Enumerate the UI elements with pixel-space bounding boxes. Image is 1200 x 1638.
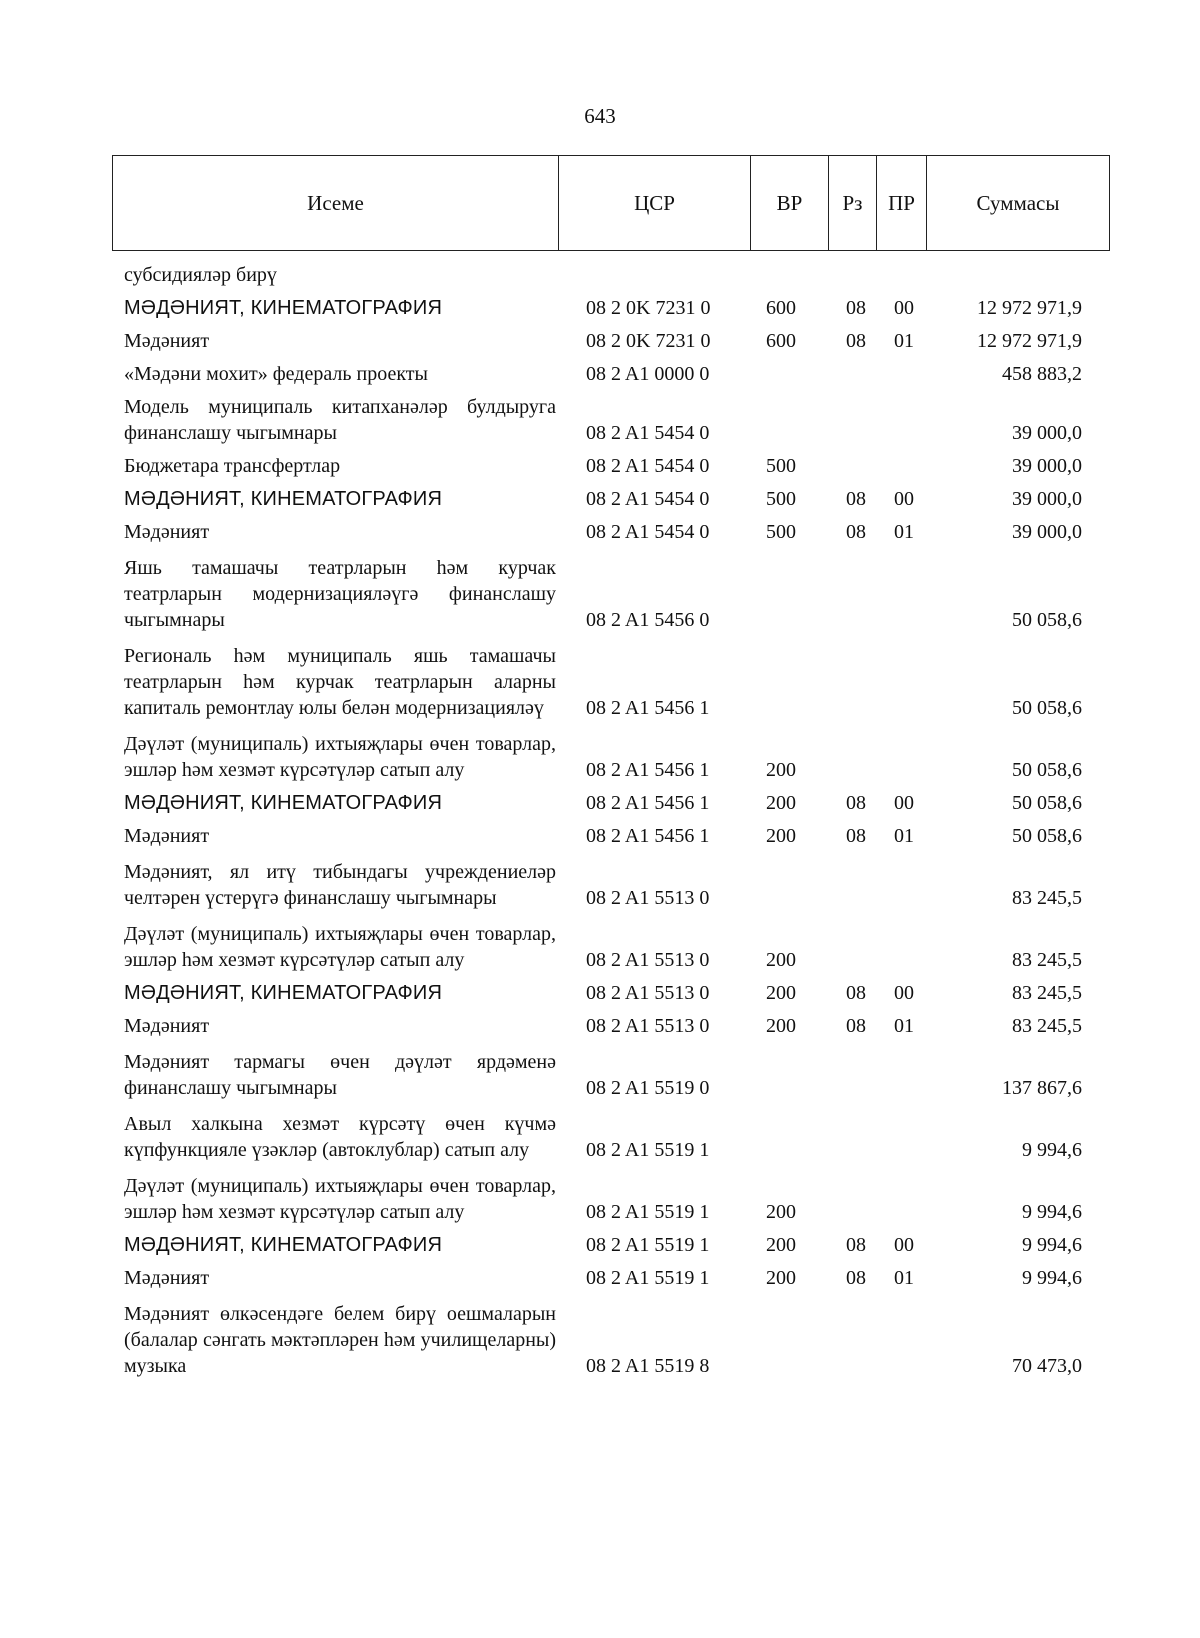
row-name: МӘДӘНИЯТ, КИНЕМАТОГРАФИЯ	[124, 297, 443, 319]
row-vr: 200	[766, 792, 796, 814]
row-pr: 01	[894, 1015, 914, 1037]
row-name: МӘДӘНИЯТ, КИНЕМАТОГРАФИЯ	[124, 488, 443, 510]
row-vr: 200	[766, 759, 796, 781]
row-rz: 08	[846, 488, 866, 510]
row-name: МӘДӘНИЯТ, КИНЕМАТОГРАФИЯ	[124, 982, 443, 1004]
row-rz: 08	[846, 982, 866, 1004]
table-row	[124, 1013, 1110, 1039]
row-sum: 50 058,6	[1012, 792, 1082, 814]
row-name: Бюджетара трансфертлар	[124, 455, 341, 477]
row-vr: 200	[766, 982, 796, 1004]
row-sum: 50 058,6	[1012, 609, 1082, 631]
row-rz: 08	[846, 825, 866, 847]
row-name: Мәдәният	[124, 521, 210, 543]
row-sum: 9 994,6	[1022, 1267, 1082, 1289]
table-row	[124, 921, 1110, 973]
row-pr: 00	[894, 1234, 914, 1256]
row-sum: 50 058,6	[1012, 759, 1082, 781]
table-row	[124, 1301, 1110, 1379]
row-vr: 200	[766, 1015, 796, 1037]
table-row	[124, 1232, 1110, 1258]
header-code: ЦСР	[559, 156, 751, 250]
table-row	[124, 980, 1110, 1006]
row-name: Мәдәният	[124, 330, 210, 352]
row-vr: 200	[766, 825, 796, 847]
row-vr: 200	[766, 1234, 796, 1256]
row-vr: 500	[766, 488, 796, 510]
row-sum: 39 000,0	[1012, 455, 1082, 477]
row-name: Дәүләт (муниципаль) ихтыяҗлары өчен товарлар, эшләр һәм хезмәт күрсәтүләр сатып алу	[124, 733, 556, 781]
row-code: 08 2 0K 7231 0	[586, 330, 711, 352]
row-code: 08 2 A1 5513 0	[586, 982, 710, 1004]
table-row	[124, 790, 1110, 816]
row-sum: 39 000,0	[1012, 488, 1082, 510]
row-rz: 08	[846, 1234, 866, 1256]
row-code: 08 2 A1 5456 1	[586, 759, 710, 781]
table-body	[124, 255, 1110, 1379]
page-number: 643	[584, 104, 616, 128]
row-name: Мәдәният тармагы өчен дәүләт ярдәменә финанслашу чыгымнары	[124, 1051, 556, 1099]
row-name: Мәдәният	[124, 825, 210, 847]
row-rz: 08	[846, 1267, 866, 1289]
table-row	[124, 1265, 1110, 1291]
row-code: 08 2 A1 5454 0	[586, 488, 710, 510]
row-code: 08 2 A1 5513 0	[586, 1015, 710, 1037]
row-pr: 00	[894, 982, 914, 1004]
row-pr: 00	[894, 297, 914, 319]
row-sum: 83 245,5	[1012, 949, 1082, 971]
row-sum: 83 245,5	[1012, 982, 1082, 1004]
row-vr: 500	[766, 521, 796, 543]
row-sum: 12 972 971,9	[977, 297, 1082, 319]
table-row	[124, 859, 1110, 911]
row-code: 08 2 A1 5519 1	[586, 1267, 710, 1289]
table-header	[112, 155, 1110, 251]
row-code: 08 2 A1 5454 0	[586, 521, 710, 543]
table-row	[124, 1049, 1110, 1101]
table-row	[124, 555, 1110, 633]
row-code: 08 2 A1 5519 1	[586, 1201, 710, 1223]
row-rz: 08	[846, 297, 866, 319]
header-rz: Рз	[829, 156, 877, 250]
row-name: Мәдәният, ял итү тибындагы учреждениеләр челтәрен үстерүгә финанслашу чыгымнары	[124, 861, 556, 909]
row-code: 08 2 A1 0000 0	[586, 363, 710, 385]
row-sum: 9 994,6	[1022, 1201, 1082, 1223]
row-sum: 39 000,0	[1012, 521, 1082, 543]
row-sum: 9 994,6	[1022, 1139, 1082, 1161]
table-row	[124, 486, 1110, 512]
row-sum: 50 058,6	[1012, 825, 1082, 847]
row-code: 08 2 A1 5519 0	[586, 1077, 710, 1099]
row-code: 08 2 A1 5519 1	[586, 1234, 710, 1256]
row-name: Региональ һәм муниципаль яшь тамашачы театрларын һәм курчак театрларын аларны капиталь ремонтлау юлы белән модернизацияләү	[124, 645, 556, 719]
row-code: 08 2 A1 5454 0	[586, 422, 710, 444]
row-name: Авыл халкына хезмәт күрсәтү өчен күчмә күпфункцияле үзәкләр (автоклублар) сатып алу	[124, 1113, 556, 1161]
row-name: Мәдәният өлкәсендәге белем бирү оешмаларын (балалар сәнгать мәктәпләрен һәм училищеларны) музыка	[124, 1303, 556, 1377]
row-code: 08 2 A1 5454 0	[586, 455, 710, 477]
row-sum: 458 883,2	[1002, 363, 1082, 385]
row-name: субсидияләр бирү	[124, 264, 277, 286]
row-name: МӘДӘНИЯТ, КИНЕМАТОГРАФИЯ	[124, 1234, 443, 1256]
row-code: 08 2 A1 5519 8	[586, 1355, 710, 1377]
row-name: Мәдәният	[124, 1015, 210, 1037]
row-rz: 08	[846, 330, 866, 352]
row-code: 08 2 A1 5519 1	[586, 1139, 710, 1161]
row-pr: 01	[894, 521, 914, 543]
row-pr: 01	[894, 330, 914, 352]
row-name: Яшь тамашачы театрларын һәм курчак театрларын модернизацияләүгә финанслашу чыгымнары	[124, 557, 556, 631]
header-sum: Суммасы	[976, 190, 1060, 215]
row-rz: 08	[846, 1015, 866, 1037]
table-row	[124, 295, 1110, 321]
row-vr: 500	[766, 455, 796, 477]
row-sum: 83 245,5	[1012, 1015, 1082, 1037]
row-name: Мәдәният	[124, 1267, 210, 1289]
row-code: 08 2 A1 5456 0	[586, 609, 710, 631]
row-sum: 39 000,0	[1012, 422, 1082, 444]
table-row	[124, 394, 1110, 446]
row-pr: 01	[894, 825, 914, 847]
table-row	[124, 643, 1110, 721]
table-row	[124, 731, 1110, 783]
row-code: 08 2 A1 5456 1	[586, 697, 710, 719]
table-row	[124, 262, 1110, 288]
row-code: 08 2 A1 5456 1	[586, 825, 710, 847]
row-rz: 08	[846, 521, 866, 543]
header-vr: ВР	[751, 156, 829, 250]
row-code: 08 2 0K 7231 0	[586, 297, 711, 319]
table-row	[124, 328, 1110, 354]
row-vr: 200	[766, 1201, 796, 1223]
row-name: Дәүләт (муниципаль) ихтыяҗлары өчен товарлар, эшләр һәм хезмәт күрсәтүләр сатып алу	[124, 1175, 556, 1223]
row-sum: 12 972 971,9	[977, 330, 1082, 352]
row-sum: 137 867,6	[1002, 1077, 1082, 1099]
row-pr: 00	[894, 488, 914, 510]
row-rz: 08	[846, 792, 866, 814]
row-name: «Мәдәни мохит» федераль проекты	[124, 363, 428, 385]
row-sum: 83 245,5	[1012, 887, 1082, 909]
row-sum: 70 473,0	[1012, 1355, 1082, 1377]
row-sum: 9 994,6	[1022, 1234, 1082, 1256]
header-name: Исеме	[113, 156, 559, 250]
row-pr: 01	[894, 1267, 914, 1289]
row-pr: 00	[894, 792, 914, 814]
table-row	[124, 361, 1110, 387]
row-code: 08 2 A1 5513 0	[586, 887, 710, 909]
row-vr: 600	[766, 297, 796, 319]
table-row	[124, 1173, 1110, 1225]
row-sum: 50 058,6	[1012, 697, 1082, 719]
table-row	[124, 823, 1110, 849]
row-name: Модель муниципаль китапханәләр булдыруга финанслашу чыгымнары	[124, 396, 556, 444]
row-vr: 200	[766, 1267, 796, 1289]
table-row	[124, 453, 1110, 479]
row-vr: 600	[766, 330, 796, 352]
row-name: Дәүләт (муниципаль) ихтыяҗлары өчен товарлар, эшләр һәм хезмәт күрсәтүләр сатып алу	[124, 923, 556, 971]
row-vr: 200	[766, 949, 796, 971]
header-pr: ПР	[877, 156, 927, 250]
row-name: МӘДӘНИЯТ, КИНЕМАТОГРАФИЯ	[124, 792, 443, 814]
table-row	[124, 519, 1110, 545]
table-row	[124, 1111, 1110, 1163]
row-code: 08 2 A1 5456 1	[586, 792, 710, 814]
row-code: 08 2 A1 5513 0	[586, 949, 710, 971]
